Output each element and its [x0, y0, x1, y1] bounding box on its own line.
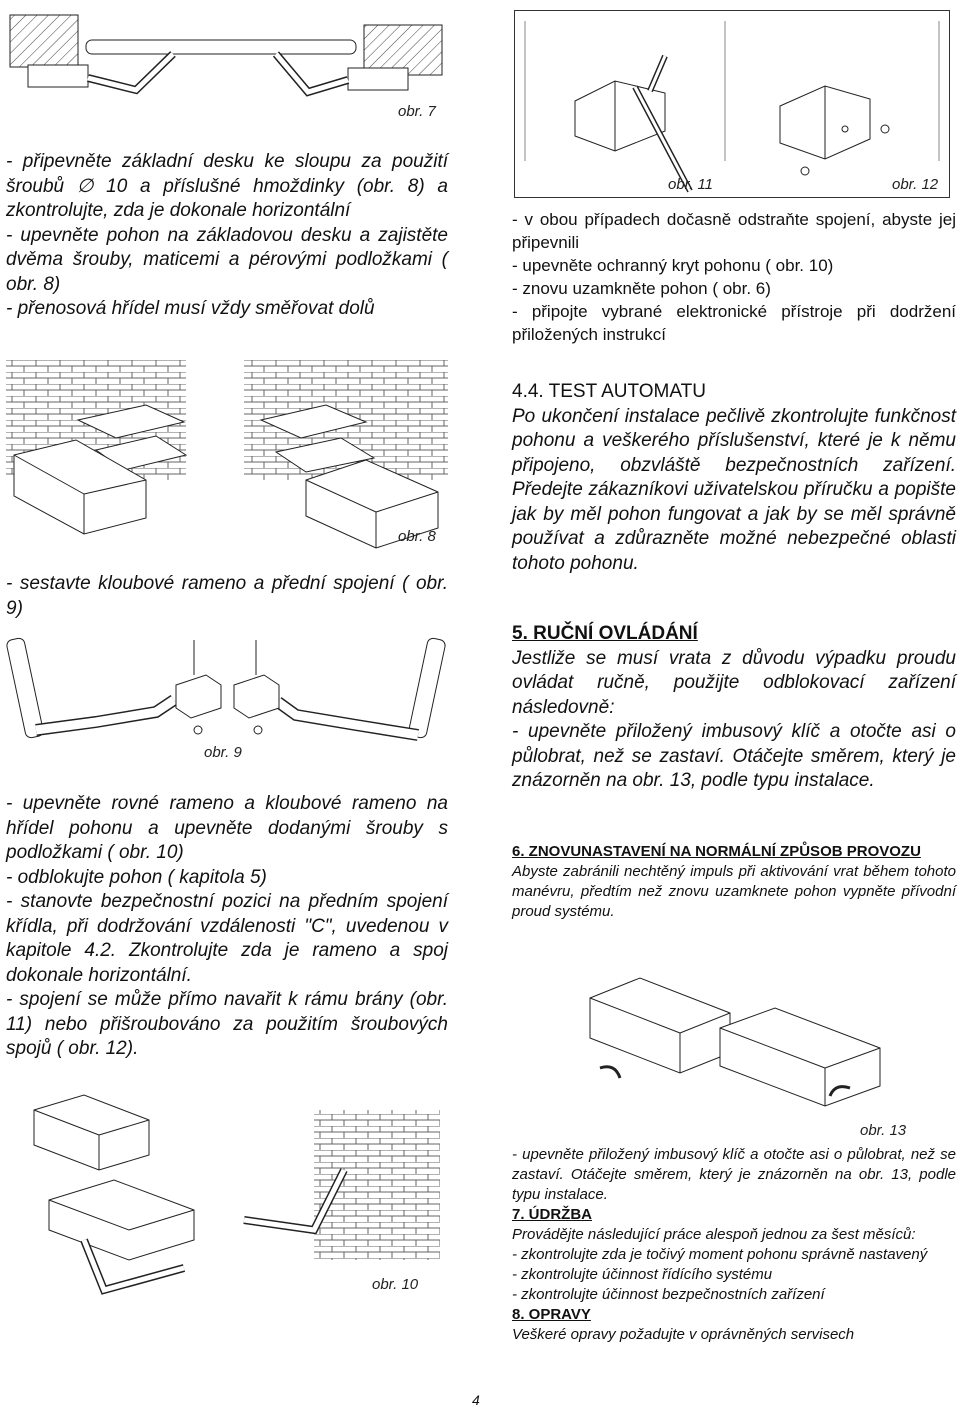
section-heading: 6. ZNOVUNASTAVENÍ NA NORMÁLNÍ ZPŮSOB PROVOZU [512, 843, 921, 860]
paragraph: - upevněte přiložený imbusový klíč a otočte asi o půlobrat, než se zastaví. Otáčejte směrem, který je znázorněn na obr. 13, podle typu instalace. [512, 1146, 956, 1203]
figure-obr-10 [14, 1090, 440, 1300]
list-item: - zkontrolujte účinnost řídícího systému [512, 1266, 773, 1283]
section-heading: 8. OPRAVY [512, 1306, 591, 1323]
paragraph: - znovu uzamkněte pohon ( obr. 6) [512, 279, 771, 298]
paragraph: Provádějte následující práce alespoň jednou za šest měsíců: [512, 1226, 916, 1243]
caption-obr-10: obr. 10 [372, 1276, 419, 1293]
figure-obr-8 [6, 360, 448, 550]
list-item: - zkontrolujte účinnost bezpečnostních zařízení [512, 1286, 825, 1303]
section-manual [512, 622, 956, 794]
caption-obr-13: obr. 13 [860, 1122, 907, 1139]
left-text-block-3 [6, 792, 448, 1062]
page-number: 4 [472, 1392, 480, 1408]
section-maintenance [512, 1145, 956, 1345]
caption-obr-7: obr. 7 [398, 103, 436, 120]
paragraph: - přenosová hřídel musí vždy směřovat dolů [6, 298, 375, 319]
caption-obr-12: obr. 12 [892, 176, 939, 193]
paragraph: - stanovte bezpečnostní pozici na předním spojení křídla, při dodržování vzdálenosti "C", uvedenou v kapitole 4.2. Zkontrolujte zda je rameno a spoj dokonale horizontální. [6, 891, 448, 986]
caption-obr-8: obr. 8 [398, 528, 436, 545]
paragraph: - připojte vybrané elektronické přístroje při dodržení přiložených instrukcí [512, 302, 956, 344]
caption-obr-9: obr. 9 [204, 744, 242, 761]
figure-obr-9 [6, 630, 448, 758]
section-test [512, 380, 956, 576]
paragraph: Po ukončení instalace pečlivě zkontrolujte funkčnost pohonu a veškerého příslušenství, které je k němu připojeno, obzvláště bezpečnostních zařízení. Předejte zákazníkovi uživatelskou příručku a popište jak by měl pohon fungovat a jak by se měl správně používat a zdůrazněte možné nebezpečné oblasti tohoto pohonu. [512, 405, 956, 574]
paragraph: - sestavte kloubové rameno a přední spojení ( obr. 9) [6, 573, 448, 619]
section-reset [512, 842, 956, 922]
paragraph: - upevněte pohon na základovou desku a zajistěte dvěma šrouby, maticemi a pérovými podložkami ( obr. 8) [6, 224, 448, 295]
section-heading: 5. RUČNÍ OVLÁDÁNÍ [512, 623, 698, 644]
figure-obr-11-12 [514, 10, 950, 198]
paragraph: - upevněte rovné rameno a kloubové rameno na hřídel pohonu a upevněte dodanými šrouby s podložkami ( obr. 10) [6, 793, 448, 863]
figure-obr-7 [8, 10, 448, 122]
right-text-block-1 [512, 208, 956, 346]
paragraph: - odblokujte pohon ( kapitola 5) [6, 866, 267, 888]
section-heading: 7. ÚDRŽBA [512, 1206, 593, 1223]
paragraph: - v obou případech dočasně odstraňte spojení, abyste jej připevnili [512, 210, 956, 252]
left-text-block-1 [6, 150, 448, 322]
paragraph: Jestliže se musí vrata z důvodu výpadku proudu ovládat ručně, použijte odblokovací zařízení následovně: [512, 647, 956, 718]
figure-obr-13 [580, 968, 890, 1118]
left-text-block-2 [6, 572, 448, 621]
paragraph: Veškeré opravy požadujte v oprávněných servisech [512, 1326, 855, 1343]
list-item: - zkontrolujte zda je točivý moment pohonu správně nastavený [512, 1246, 928, 1263]
paragraph: - spojení se může přímo navařit k rámu brány (obr. 11) nebo přišroubováno za použitím šroubových spojů ( obr. 12). [6, 989, 448, 1059]
paragraph: Abyste zabránili nechtěný impuls při aktivování vrat během tohoto manévru, předtím než znovu uzamknete pohon vypněte přívodní proud systému. [512, 863, 956, 920]
paragraph: - upevněte přiložený imbusový klíč a otočte asi o půlobrat, než se zastaví. Otáčejte směrem, který je znázorněn na obr. 13, podle typu instalace. [512, 721, 956, 791]
section-heading: 4.4. TEST AUTOMATU [512, 381, 706, 402]
paragraph: - připevněte základní desku ke sloupu za použití šroubů ∅ 10 a příslušné hmoždinky (obr. 8) a zkontrolujte, zda je dokonale horizontální [6, 151, 448, 221]
caption-obr-11: obr. 11 [668, 176, 714, 193]
paragraph: - upevněte ochranný kryt pohonu ( obr. 10) [512, 256, 834, 275]
